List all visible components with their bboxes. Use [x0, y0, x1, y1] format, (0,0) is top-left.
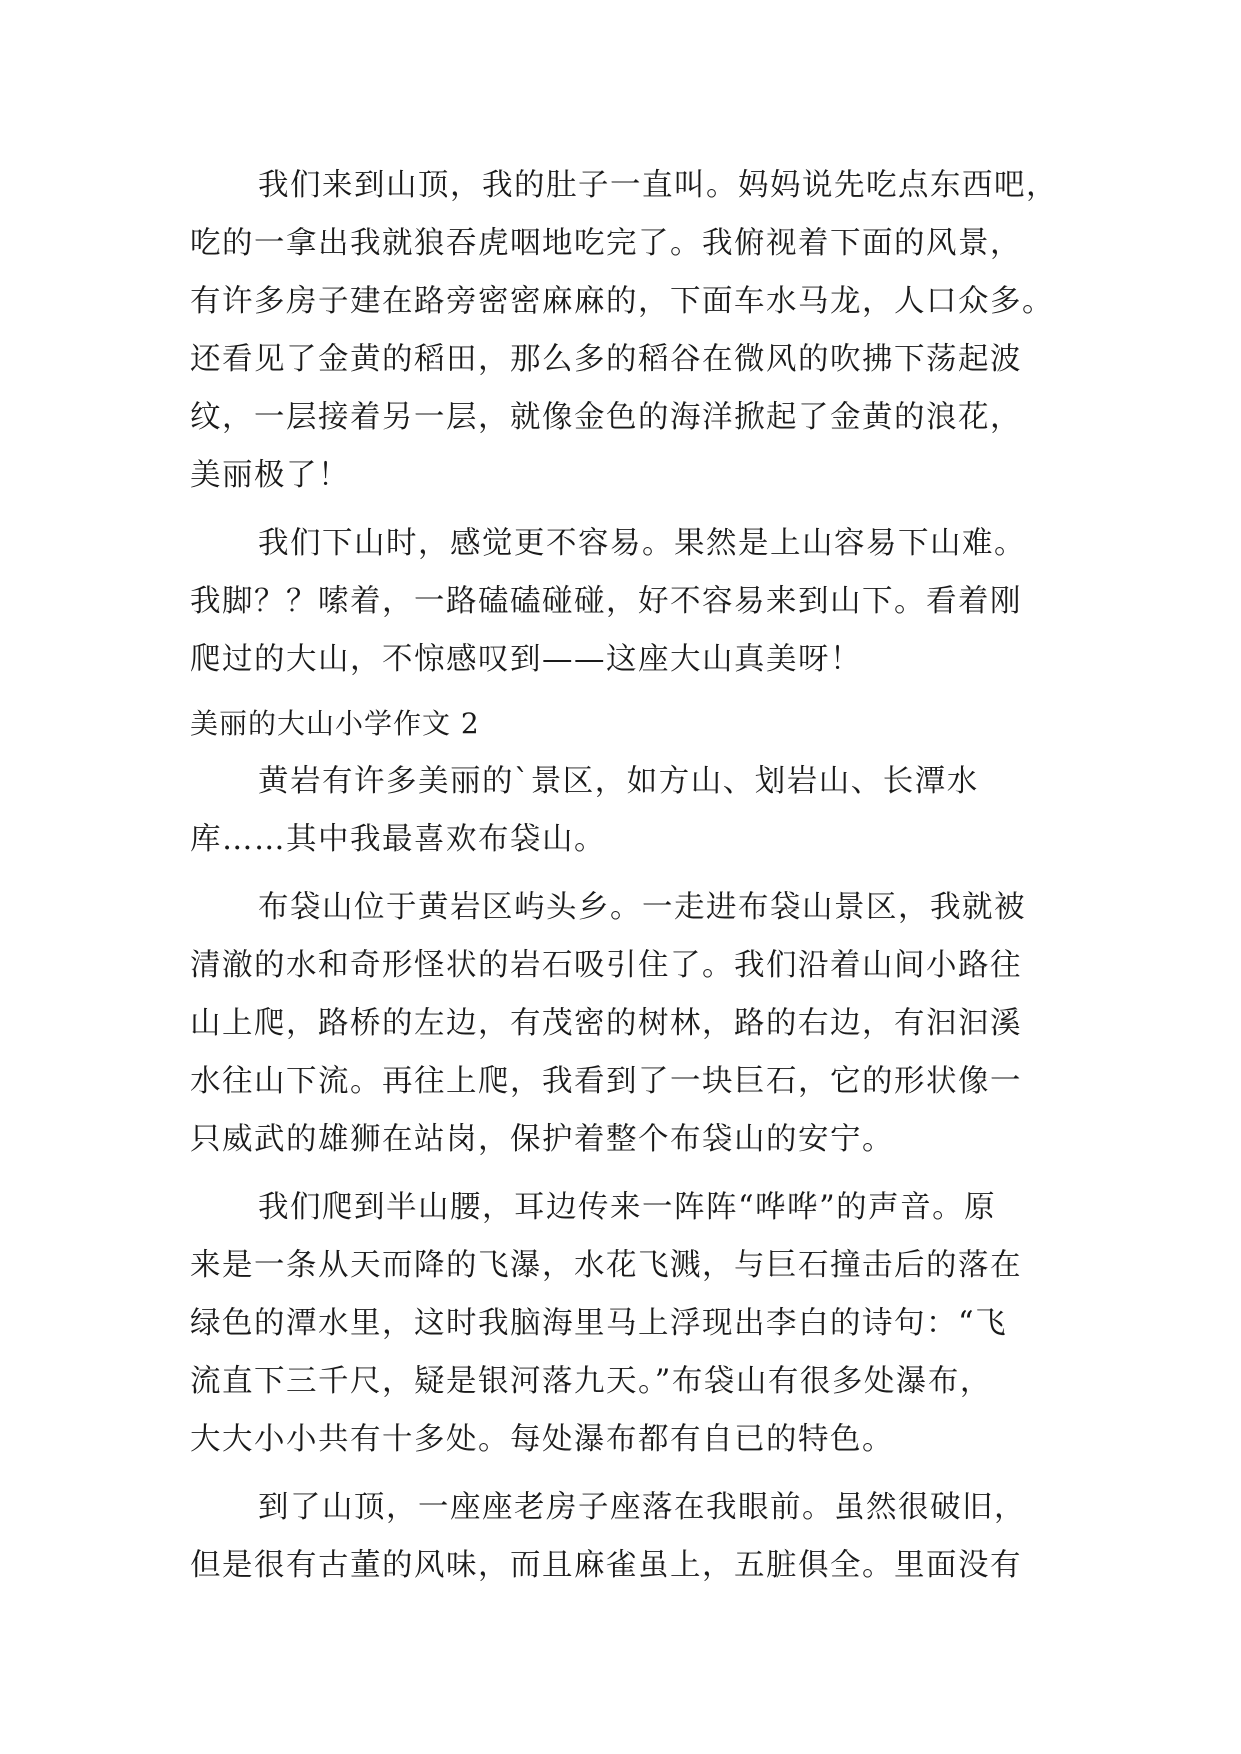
text-line: 只威武的雄狮在站岗，保护着整个布袋山的安宁。 — [190, 1122, 894, 1157]
document-body — [190, 157, 1070, 1595]
text-line: 还看见了金黄的稻田，那么多的稻谷在微风的吹拂下荡起波 — [190, 342, 1022, 377]
text-line: 吃的一拿出我就狼吞虎咽地吃完了。我俯视着下面的风景， — [190, 226, 1022, 261]
text-line: 流直下三千尺，疑是银河落九天。”布袋山有很多处瀑布， — [190, 1364, 992, 1399]
text-line: 我们来到山顶，我的肚子一直叫。妈妈说先吃点东西吧， — [258, 168, 1058, 203]
text-line: 山上爬，路桥的左边，有茂密的树林，路的右边，有汩汩溪 — [190, 1006, 1022, 1041]
text-line: 黄岩有许多美丽的`景区，如方山、划岩山、长潭水 — [258, 764, 979, 799]
paragraph-3 — [190, 753, 1070, 869]
paragraph-2 — [190, 515, 1070, 689]
text-line: 大大小小共有十多处。每处瀑布都有自已的特色。 — [190, 1422, 894, 1457]
text-line: 布袋山位于黄岩区屿头乡。一走进布袋山景区，我就被 — [258, 890, 1026, 925]
text-line: 库……其中我最喜欢布袋山。 — [190, 822, 606, 857]
text-line: 清澈的水和奇形怪状的岩石吸引住了。我们沿着山间小路往 — [190, 948, 1022, 983]
text-line: 我们下山时，感觉更不容易。果然是上山容易下山难。 — [258, 526, 1026, 561]
text-line: 绿色的潭水里，这时我脑海里马上浮现出李白的诗句：“飞 — [190, 1306, 1008, 1341]
paragraph-6 — [190, 1479, 1070, 1595]
text-line: 水往山下流。再往上爬，我看到了一块巨石，它的形状像一 — [190, 1064, 1022, 1099]
paragraph-5 — [190, 1179, 1070, 1469]
text-line: 但是很有古董的风味，而且麻雀虽上，五脏俱全。里面没有 — [190, 1548, 1022, 1583]
text-line: 美丽极了！ — [190, 458, 350, 493]
text-line: 爬过的大山，不惊感叹到——这座大山真美呀！ — [190, 642, 862, 677]
text-line: 纹，一层接着另一层，就像金色的海洋掀起了金黄的浪花， — [190, 400, 1022, 435]
text-line: 有许多房子建在路旁密密麻麻的，下面车水马龙，人口众多。 — [190, 284, 1054, 319]
paragraph-1 — [190, 157, 1070, 505]
text-line: 到了山顶，一座座老房子座落在我眼前。虽然很破旧， — [258, 1490, 1026, 1525]
text-line: 我脚？？嗦着，一路磕磕碰碰，好不容易来到山下。看着刚 — [190, 584, 1022, 619]
text-line: 来是一条从天而降的飞瀑，水花飞溅，与巨石撞击后的落在 — [190, 1248, 1022, 1283]
paragraph-4 — [190, 879, 1070, 1169]
text-line: 我们爬到半山腰，耳边传来一阵阵“哗哗”的声音。原 — [258, 1190, 997, 1225]
section-title: 美丽的大山小学作文 2 — [190, 707, 480, 740]
